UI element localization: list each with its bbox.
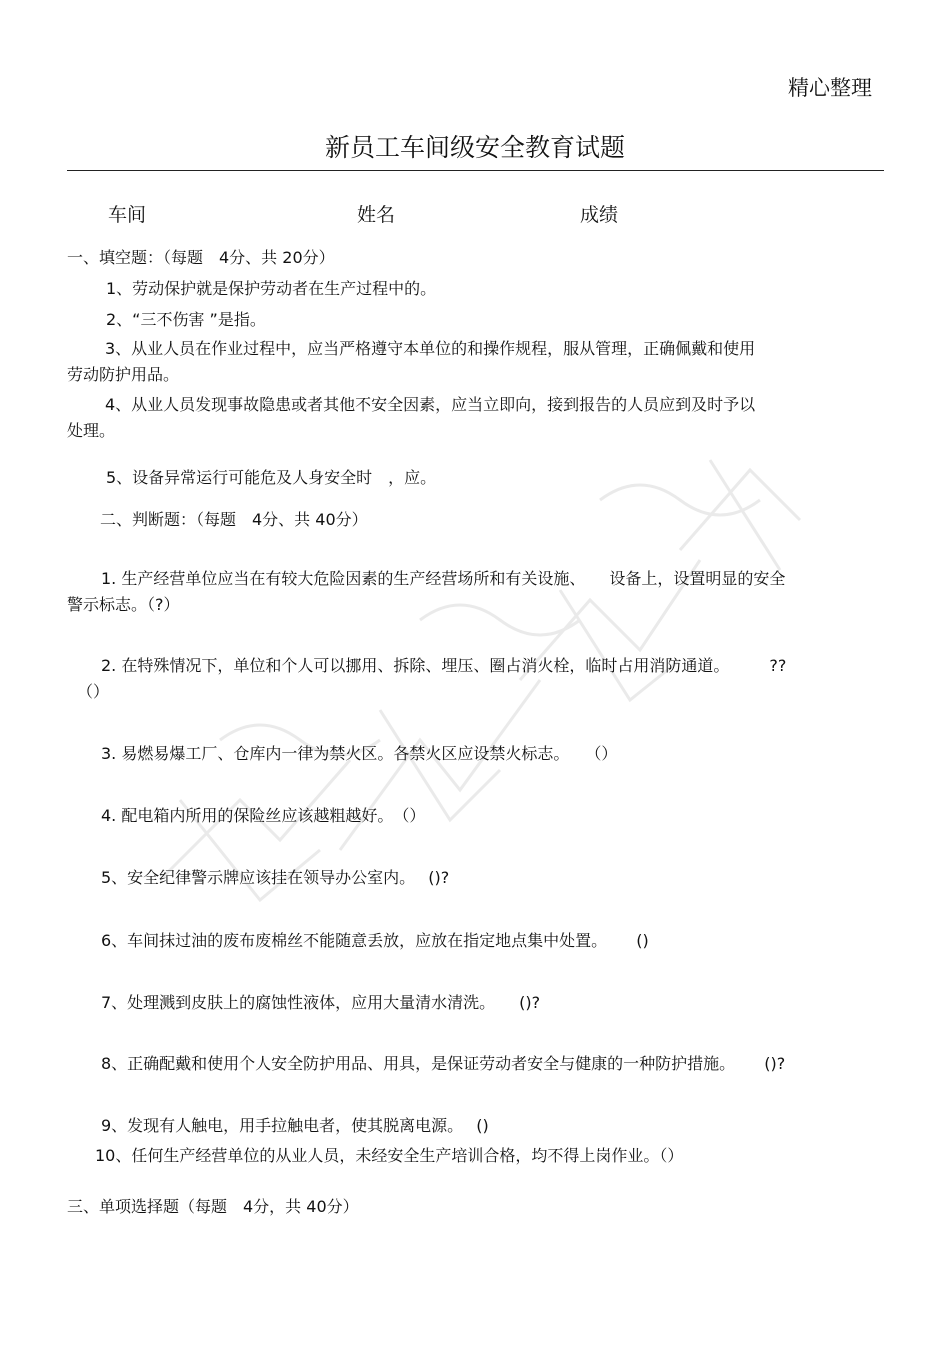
section2-item-5: 5、安全纪律警示牌应该挂在领导办公室内。 ()? <box>101 868 450 887</box>
section1-heading: 一、填空题：（每题 4分、共 20分） <box>67 248 335 267</box>
section1-item-4-line1: 4、从业人员发现事故隐患或者其他不安全因素，应当立即向，接到报告的人员应到及时予以 <box>105 395 756 414</box>
section2-item-10: 10、任何生产经营单位的从业人员，未经安全生产培训合格，均不得上岗作业。（） <box>95 1146 684 1165</box>
section2-item-1-line2: 警示标志。（?） <box>67 595 180 614</box>
section2-item-1-line1: 1. 生产经营单位应当在有较大危险因素的生产经营场所和有关设施、 设备上，设置明显的安全 <box>101 569 786 588</box>
section1-item-3 <box>67 336 755 388</box>
section2-item-2-line1: 2. 在特殊情况下，单位和个人可以挪用、拆除、埋压、圈占消火栓，临时占用消防通道。 ?? <box>101 656 787 675</box>
section2-item-4: 4. 配电箱内所用的保险丝应该越粗越好。 （） <box>101 806 426 825</box>
section3-heading: 三、单项选择题（每题 4分，共 40分） <box>67 1197 359 1216</box>
section2-item-3: 3. 易燃易爆工厂、仓库内一律为禁火区。各禁火区应设禁火标志。 （） <box>101 744 618 763</box>
header-mark: 精心整理 <box>788 76 872 100</box>
section1-item-4 <box>67 392 755 444</box>
field-name-label: 姓名 <box>357 204 396 226</box>
section1-item-1: 1、劳动保护就是保护劳动者在生产过程中的。 <box>106 279 437 298</box>
section1-item-2: 2、“三不伤害 ”是指。 <box>106 310 266 329</box>
section2-item-8: 8、正确配戴和使用个人安全防护用品、用具，是保证劳动者安全与健康的一种防护措施。 ()? <box>101 1054 786 1073</box>
section2-item-1 <box>67 566 785 618</box>
document-title: 新员工车间级安全教育试题 <box>324 133 625 162</box>
section1-item-3-line2: 劳动防护用品。 <box>67 365 180 384</box>
section2-item-2 <box>67 653 786 705</box>
title-divider <box>67 170 884 171</box>
section2-heading: 二、判断题：（每题 4分、共 40分） <box>100 510 368 529</box>
field-score-label: 成绩 <box>580 204 619 226</box>
field-workshop-label: 车间 <box>108 204 147 226</box>
section1-item-3-line1: 3、从业人员在作业过程中，应当严格遵守本单位的和操作规程，服从管理，正确佩戴和使用 <box>105 339 756 358</box>
section1-item-5: 5、设备异常运行可能危及人身安全时 ，应。 <box>106 468 437 487</box>
section2-item-9: 9、发现有人触电，用手拉触电者，使其脱离电源。 () <box>101 1116 489 1135</box>
section2-item-7: 7、处理溅到皮肤上的腐蚀性液体，应用大量清水清洗。 ()? <box>101 993 541 1012</box>
section1-item-4-line2: 处理。 <box>67 421 116 440</box>
section2-item-6: 6、车间抹过油的废布废棉丝不能随意丢放，应放在指定地点集中处置。 () <box>101 931 649 950</box>
section2-item-2-line2: （） <box>77 682 110 701</box>
